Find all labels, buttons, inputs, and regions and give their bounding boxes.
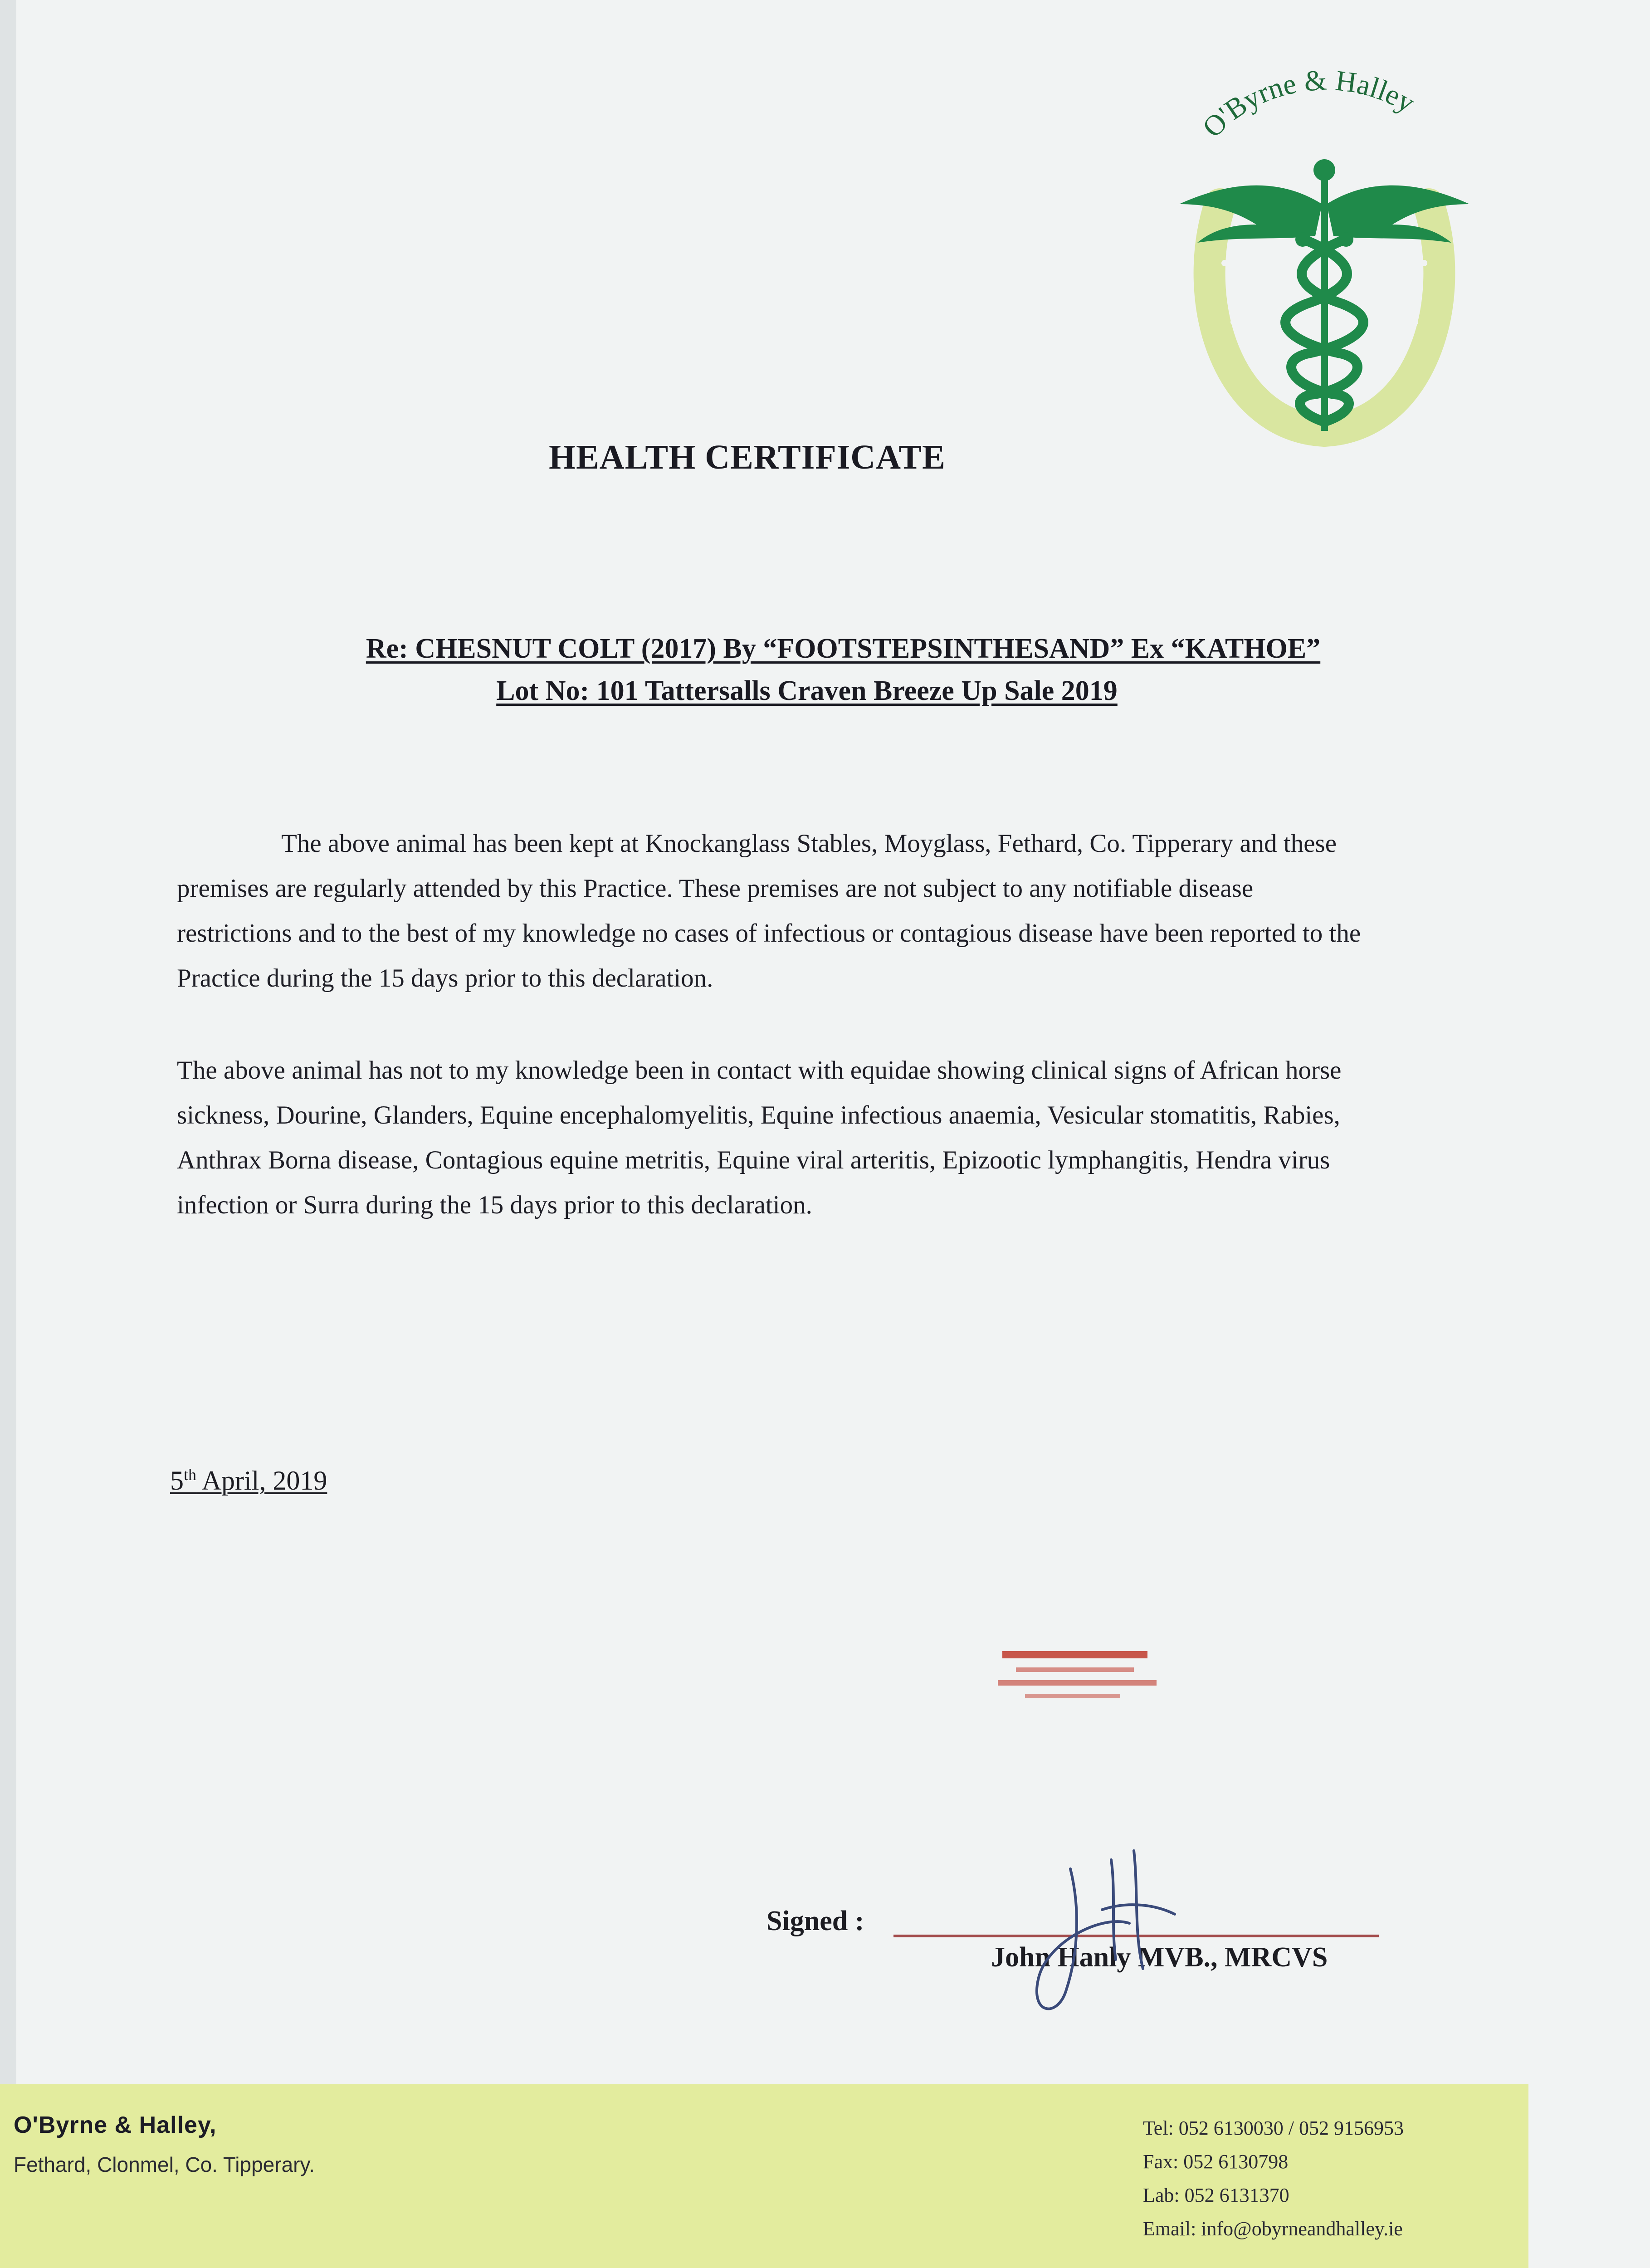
- signer-name: John Hanly MVB., MRCVS: [991, 1942, 1328, 1973]
- svg-text:O'Byrne & Halley: O'Byrne & Halley: [1196, 68, 1421, 144]
- date-month-year: April, 2019: [196, 1466, 327, 1496]
- footer-practice-name: O'Byrne & Halley,: [14, 2112, 217, 2138]
- caduceus-logo-icon: [1161, 68, 1488, 449]
- body-paragraph-premises: The above animal has been kept at Knockanglass Stables, Moyglass, Fethard, Co. Tipperary and these premises are regularly attended by this Practice. These premises are not subject to any notifiable disease restrictions and to the best of my knowledge no cases of infectious or contagious disease have been reported to the Practice during the 15 days prior to this declaration.: [177, 829, 1361, 992]
- footer-email: Email: info@obyrneandhalley.ie: [1143, 2218, 1403, 2240]
- reference-line-lot: Lot No: 101 Tattersalls Craven Breeze Up Sale 2019: [496, 675, 1118, 706]
- date-suffix: th: [184, 1466, 197, 1484]
- reference-line-horse: Re: CHESNUT COLT (2017) By “FOOTSTEPSINTHESAND” Ex “KATHOE”: [366, 633, 1321, 664]
- footer-contacts: [1143, 2112, 1404, 2246]
- letterhead-footer: [0, 2084, 1528, 2268]
- date-day: 5: [170, 1466, 184, 1496]
- page-title: HEALTH CERTIFICATE: [549, 438, 946, 476]
- handwritten-signature: [1011, 1842, 1229, 2032]
- footer-fax: Fax: 052 6130798: [1143, 2151, 1289, 2173]
- footer-address: Fethard, Clonmel, Co. Tipperary.: [14, 2153, 315, 2176]
- footer-lab: Lab: 052 6131370: [1143, 2184, 1289, 2206]
- certificate-date: [170, 1465, 327, 1496]
- practice-logo: [1161, 68, 1488, 449]
- scan-edge: [0, 0, 16, 2268]
- body-paragraph-contact: The above animal has not to my knowledge been in contact with equidae showing clinical signs of African horse sickness, Dourine, Glanders, Equine encephalomyelitis, Equine infectious anaemia, Vesicular stomatitis, Rabies, Anthrax Borna disease, Contagious equine metritis, Equine viral arteritis, Epizootic lymphangitis, Hendra virus infection or Surra during the 15 days prior to this declaration.: [177, 1056, 1342, 1219]
- stamp-icon: [984, 1642, 1184, 1724]
- signature-scribble-icon: [1011, 1842, 1229, 2032]
- practice-stamp: [984, 1642, 1184, 1724]
- signed-label: Signed :: [766, 1906, 864, 1936]
- footer-tel: Tel: 052 6130030 / 052 9156953: [1143, 2117, 1404, 2139]
